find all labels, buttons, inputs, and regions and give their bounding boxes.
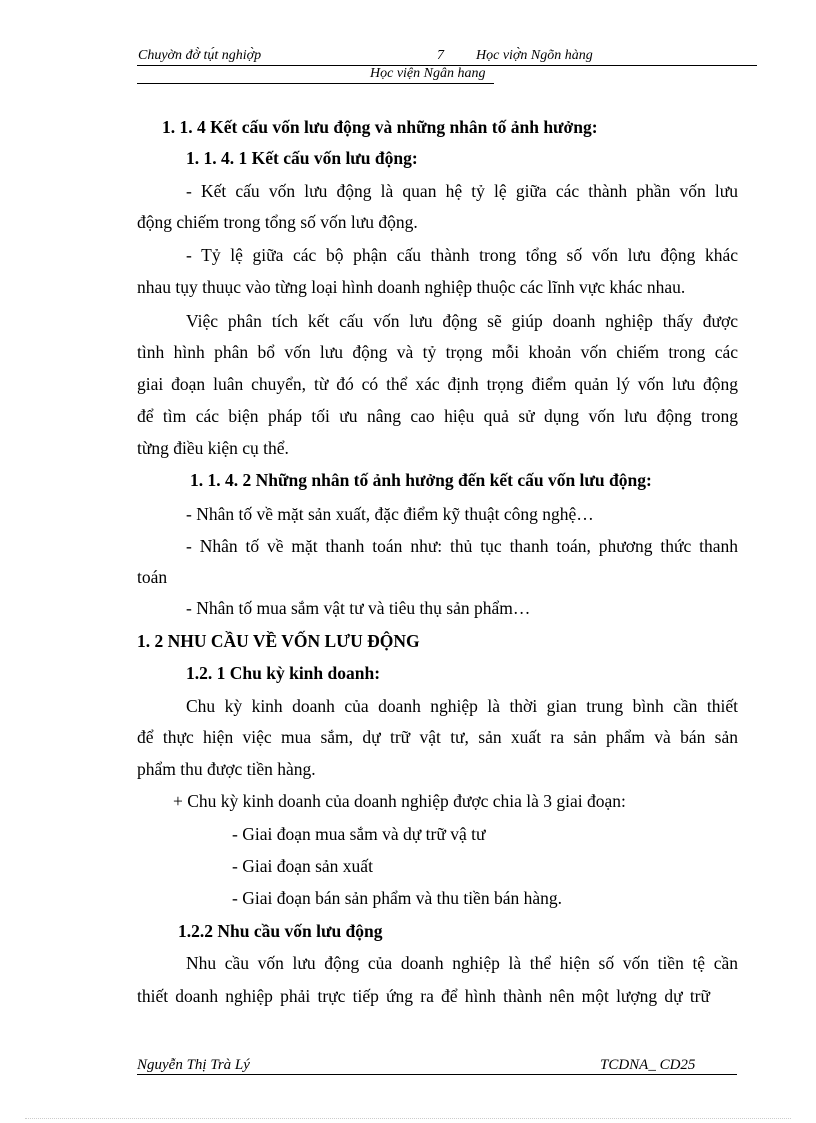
text-line: Nhu cầu vốn lưu động của doanh nghiệp là thể hiện số vốn tiền tệ cần (186, 953, 738, 973)
list-item: - Giai đoạn bán sản phẩm và thu tiền bán hàng. (232, 888, 562, 908)
subheading: 1. 1. 4. 1 Kết cấu vốn lưu động: (186, 148, 418, 168)
subheading: 1. 1. 4. 2 Những nhân tố ảnh hưởng đến kết cấu vốn lưu động: (190, 470, 652, 490)
list-item: - Giai đoạn mua sắm và dự trữ vậ tư (232, 824, 486, 844)
header-left: Chuyờn đờ̀ tụ́t nghiợ̀p (138, 48, 262, 63)
text-line: để thực hiện việc mua sắm, dự trữ vật tư, sản xuất ra sản phẩm và bán sản (137, 727, 738, 747)
text-line: thiết doanh nghiệp phải trực tiếp ứng ra để hình thành nên một lượng dự trữ (137, 986, 710, 1006)
text-line: - Nhân tố mua sắm vật tư và tiêu thụ sản phẩm… (186, 598, 531, 618)
text-line: từng điều kiện cụ thể. (137, 438, 289, 458)
header-right: Học viợ̀n Ngõn hàng (476, 48, 593, 63)
text-line: Việc phân tích kết cấu vốn lưu động sẽ giúp doanh nghiệp thấy được (186, 311, 738, 331)
footer-class: TCDNA_ CD25 (600, 1057, 696, 1073)
footer-rule (137, 1074, 737, 1075)
page-edge (25, 1118, 791, 1119)
text-line: - Nhân tố về mặt thanh toán như: thủ tục thanh toán, phương thức thanh (186, 536, 738, 556)
page-number: 7 (437, 48, 444, 63)
text-line: phẩm thu được tiền hàng. (137, 759, 316, 779)
section-heading: 1. 2 NHU CẦU VỀ VỐN LƯU ĐỘNG (137, 631, 420, 651)
text-line: nhau tụy thuục vào từng loại hình doanh nghiệp thuộc các lĩnh vực khác nhau. (137, 277, 686, 297)
text-line: - Kết cấu vốn lưu động là quan hệ tỷ lệ giữa các thành phần vốn lưu (186, 181, 738, 201)
text-line: tình hình phân bổ vốn lưu động và tỷ trọng mỗi khoản vốn chiếm trong các (137, 342, 738, 362)
text-line: giai đoạn luân chuyển, từ đó có thể xác định trọng điểm quản lý vốn lưu động (137, 374, 738, 394)
text-line: toán (137, 567, 168, 587)
header-sub: Học viện Ngân hang (370, 66, 486, 81)
text-line: động chiếm trong tổng số vốn lưu động. (137, 212, 418, 232)
text-line: - Tỷ lệ giữa các bộ phận cấu thành trong tổng số vốn lưu động khác (186, 245, 738, 265)
subheading: 1.2.2 Nhu cầu vốn lưu động (178, 921, 383, 941)
heading: 1. 1. 4 Kết cấu vốn lưu động và những nhân tố ảnh hưởng: (162, 117, 598, 137)
header-sub-rule (137, 83, 494, 84)
text-line: - Nhân tố về mặt sản xuất, đặc điểm kỹ thuật công nghệ… (186, 504, 594, 524)
text-line: Chu kỳ kinh doanh của doanh nghiệp là thời gian trung bình cần thiết (186, 696, 738, 716)
list-item: - Giai đoạn sản xuất (232, 856, 373, 876)
text-line: để tìm các biện pháp tối ưu nâng cao hiệu quả sử dụng vốn lưu động trong (137, 406, 738, 426)
text-line: + Chu kỳ kinh doanh của doanh nghiệp được chia là 3 giai đoạn: (173, 791, 626, 811)
footer-author: Nguyễn Thị Trà Lý (137, 1057, 250, 1073)
subheading: 1.2. 1 Chu kỳ kinh doanh: (186, 663, 381, 683)
